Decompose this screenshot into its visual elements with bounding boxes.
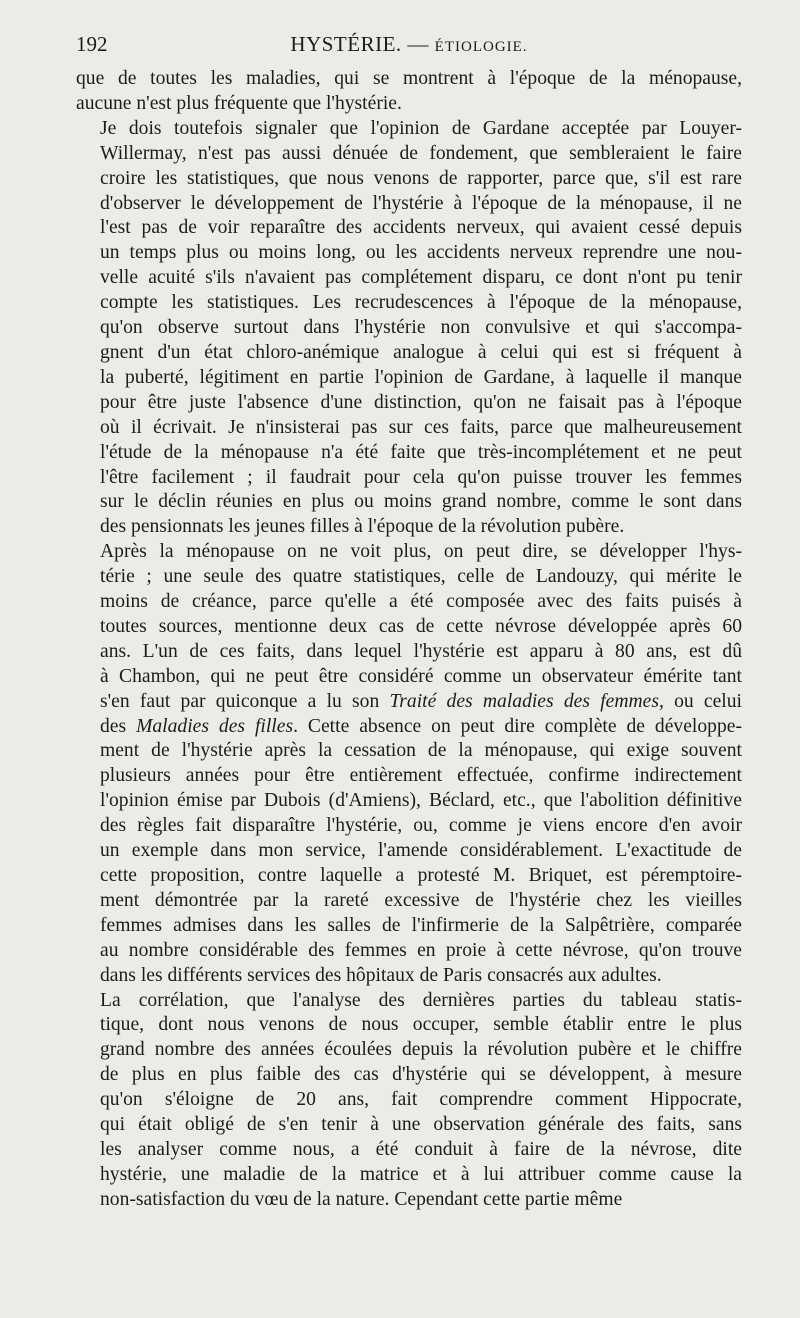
text-line: cette proposition, contre laquelle a protesté M. Briquet, est péremptoire- <box>100 865 742 886</box>
text-line: ans. L'un de ces faits, dans lequel l'hystérie est apparu à 80 ans, est dû <box>100 640 742 662</box>
text-line: toutes sources, mentionne deux cas de cette névrose développée après 60 <box>100 615 742 637</box>
text-line: La corrélation, que l'analyse des dernières parties du tableau statis- <box>100 989 742 1011</box>
text-line: ment de l'hystérie après la cessation de la ménopause, qui exige souvent <box>100 740 742 762</box>
text-line: croire les statistiques, que nous venons de rapporter, parce que, s'il est rare <box>100 167 742 189</box>
text-line: non-satisfaction du vœu de la nature. Cependant cette partie même <box>100 1188 623 1210</box>
text-line: velle acuité s'ils n'avaient pas complétement disparu, ce dont n'ont pu tenir <box>100 267 742 289</box>
text-line: ment démontrée par la rareté excessive de l'hystérie chez les vieilles <box>100 889 742 911</box>
text-line: moins de créance, parce qu'elle a été composée avec des faits puisés à <box>100 591 742 613</box>
page-header <box>76 30 742 58</box>
text-line: pour être juste l'absence d'une distinction, qu'on ne faisait pas à l'époque <box>100 391 742 413</box>
text-line: de plus en plus faible des cas d'hystérie qui se développent, à mesure <box>100 1064 742 1086</box>
text-line: des pensionnats les jeunes filles à l'époque de la révolution pubère. <box>100 516 625 538</box>
text-line: un temps plus ou moins long, ou les accidents nerveux reprendre une nou- <box>100 242 742 264</box>
text-line: gnent d'un état chloro-anémique analogue à celui qui est si fréquent à <box>100 341 742 363</box>
text-line: l'étude de la ménopause n'a été faite que très-incomplétement et ne peut <box>100 441 742 463</box>
running-title-sub: ÉTIOLOGIE. <box>434 39 528 55</box>
text-line: hystérie, une maladie de la matrice et à lui attribuer comme cause la <box>100 1163 742 1185</box>
text-line: Je dois toutefois signaler que l'opinion de Gardane acceptée par Louyer- <box>100 117 742 139</box>
text-line: à Chambon, qui ne peut être considéré comme un observateur émérite tant <box>100 665 742 687</box>
text-line: d'observer le développement de l'hystérie à l'époque de la ménopause, il ne <box>100 192 742 214</box>
text-line: Après la ménopause on ne voit plus, on peut dire, se développer l'hys- <box>100 541 742 563</box>
paragraph <box>76 67 742 117</box>
running-title <box>76 30 742 61</box>
text-line: que de toutes les maladies, qui se montrent à l'époque de la ménopause, <box>76 68 742 89</box>
text-line: compte les statistiques. Les recrudescences à l'époque de la ménopause, <box>100 292 742 314</box>
text-line: s'en faut par quiconque a lu son Traité des maladies des femmes, ou celui <box>100 690 742 712</box>
body-text <box>76 67 742 1213</box>
text-line: tique, dont nous venons de nous occuper, semble établir entre le plus <box>100 1014 742 1036</box>
italic-title: Traité des maladies des femmes <box>389 690 659 712</box>
paragraph <box>76 989 742 1213</box>
paragraph <box>76 117 742 540</box>
text-line: l'opinion émise par Dubois (d'Amiens), Béclard, etc., que l'abolition définitive <box>100 790 742 812</box>
italic-title: Maladies des filles <box>136 715 294 737</box>
text-line: sur le déclin réunies en plus ou moins grand nombre, comme le sont dans <box>100 491 742 513</box>
paragraph <box>76 540 742 988</box>
text-line: la puberté, légitiment en partie l'opinion de Gardane, à laquelle il manque <box>100 366 742 388</box>
page-number: 192 <box>76 32 108 56</box>
text-line: Willermay, n'est pas aussi dénuée de fondement, que sembleraient le faire <box>100 142 742 164</box>
text-line: qui était obligé de s'en tenir à une observation générale des faits, sans <box>100 1114 742 1136</box>
text-line: un exemple dans mon service, l'amende considérablement. L'exactitude de <box>100 840 742 862</box>
text-line: plusieurs années pour être entièrement effectuée, confirme indirectement <box>100 765 742 787</box>
text-line: aucune n'est plus fréquente que l'hystérie. <box>76 92 402 114</box>
text-line: térie ; une seule des quatre statistiques, celle de Landouzy, qui mérite le <box>100 566 742 588</box>
text-line: les analyser comme nous, a été conduit à faire de la névrose, dite <box>100 1138 742 1160</box>
running-title-main: HYSTÉRIE. — <box>290 32 429 56</box>
text-line: femmes admises dans les salles de l'infirmerie de la Salpêtrière, comparée <box>100 914 742 936</box>
text-line: grand nombre des années écoulées depuis la révolution pubère et le chiffre <box>100 1039 742 1061</box>
text-line: des règles fait disparaître l'hystérie, ou, comme je viens encore d'en avoir <box>100 815 742 837</box>
text-line: l'est pas de voir reparaître des accidents nerveux, qui avaient cessé depuis <box>100 217 742 239</box>
text-line: l'être facilement ; il faudrait pour cela qu'on puisse trouver les femmes <box>100 466 742 488</box>
text-line: où il écrivait. Je n'insisterai pas sur ces faits, parce que malheureusement <box>100 416 742 438</box>
text-line: dans les différents services des hôpitaux de Paris consacrés aux adultes. <box>100 964 662 986</box>
text-line: qu'on observe surtout dans l'hystérie non convulsive et qui s'accompa- <box>100 317 742 339</box>
text-line: des Maladies des filles. Cette absence on peut dire complète de développe- <box>100 715 742 737</box>
text-line: qu'on s'éloigne de 20 ans, fait comprendre comment Hippocrate, <box>100 1089 742 1111</box>
text-line: au nombre considérable des femmes en proie à cette névrose, qu'on trouve <box>100 939 742 961</box>
